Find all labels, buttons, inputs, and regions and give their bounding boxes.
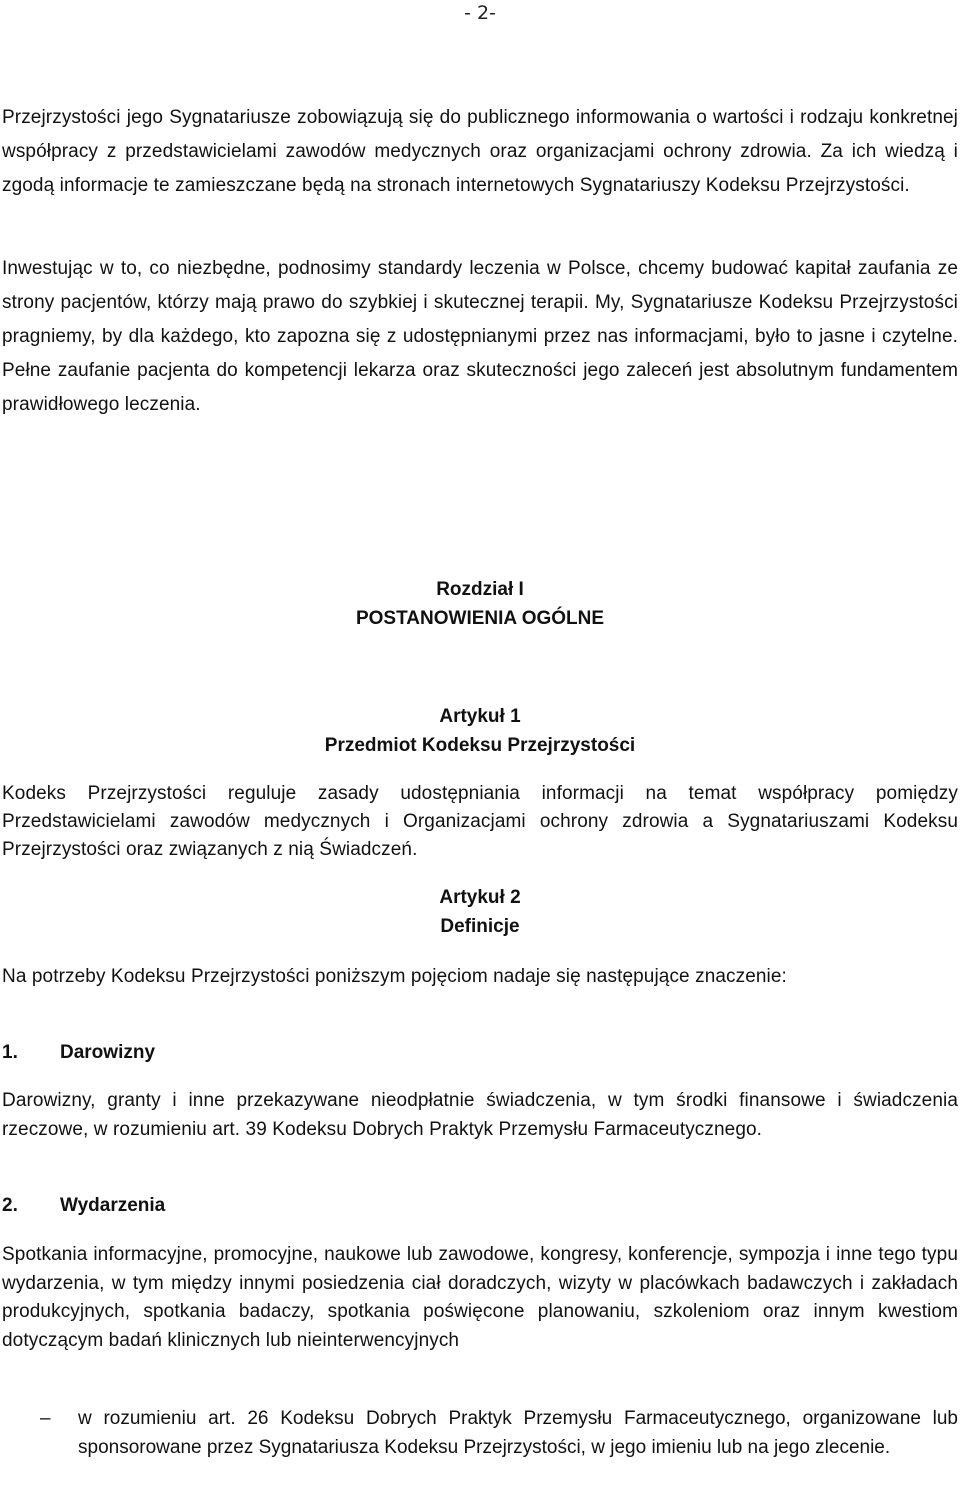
article-2-subtitle: Definicje [440, 916, 520, 937]
article-2-title: Artykuł 2 [439, 887, 521, 908]
article-1-subtitle: Przedmiot Kodeksu Przejrzystości [324, 735, 636, 756]
definition-text: Darowizny, granty i inne przekazywane nieodpłatnie świadczenia, w tym środki finansowe i świadczenia rzeczowe, w rozumieniu art. 39 Kodeksu Dobrych Praktyk Przemysłu Farmaceutycznego. [2, 1090, 958, 1140]
definition-number: 2. [2, 1195, 18, 1216]
definition-item-heading [2, 1191, 165, 1220]
definition-term: Darowizny [60, 1042, 156, 1063]
intro-paragraph-2: Inwestując w to, co niezbędne, podnosimy standardy leczenia w Polsce, chcemy budować kapitał zaufania ze strony pacjentów, którzy mają prawo do szybkiej i skutecznej terapii. My, Sygnatariusze Kodeksu Przejrzystości pragniemy, by dla każdego, kto zapozna się z udostępnianymi przez nas informacjami, było to jasne i czytelne. Pełne zaufanie pacjenta do kompetencji lekarza oraz skuteczności jego zaleceń jest absolutnym fundamentem prawidłowego leczenia. [2, 258, 958, 415]
definition-number: 1. [2, 1042, 18, 1063]
intro-paragraph-1: Przejrzystości jego Sygnatariusze zobowiązują się do publicznego informowania o wartości i rodzaju konkretnej współpracy z przedstawicielami zawodów medycznych oraz organizacjami ochrony zdrowia. Za ich wiedzą i zgodą informacje te zamieszczane będą na stronach internetowych Sygnatariuszy Kodeksu Przejrzystości. [2, 107, 958, 196]
article-2-intro: Na potrzeby Kodeksu Przejrzystości poniższym pojęciom nadaje się następujące znaczenie: [2, 966, 787, 987]
article-1-text: Kodeks Przejrzystości reguluje zasady udostępniania informacji na temat współpracy pomiędzy Przedstawicielami zawodów medycznych i Organizacjami ochrony zdrowia a Sygnatariuszami Kodeksu Przejrzystości oraz związanych z nią Świadczeń. [2, 783, 958, 860]
article-2-heading [0, 883, 960, 941]
dash-bullet-marker: – [40, 1408, 51, 1429]
definition-text: Spotkania informacyjne, promocyjne, naukowe lub zawodowe, kongresy, konferencje, sympozja i inne tego typu wydarzenia, w tym między innymi posiedzenia ciał doradczych, wizyty w placówkach badawczych i zakładach produkcyjnych, spotkania badaczy, spotkania poświęcone planowaniu, szkoleniom oraz innym kwestiom dotyczącym badań klinicznych lub nieinterwencyjnych [2, 1244, 958, 1351]
page-number: - 2- [464, 2, 496, 24]
definition-term: Wydarzenia [60, 1195, 166, 1216]
chapter-title: Rozdział I [436, 579, 524, 600]
article-1-heading [0, 702, 960, 760]
chapter-subtitle: POSTANOWIENIA OGÓLNE [355, 608, 605, 629]
definition-item-heading [2, 1038, 155, 1067]
chapter-heading [0, 575, 960, 633]
definition-bullet [2, 1405, 958, 1462]
article-1-title: Artykuł 1 [439, 706, 521, 727]
definition-bullet-text: w rozumieniu art. 26 Kodeksu Dobrych Praktyk Przemysłu Farmaceutycznego, organizowane lub sponsorowane przez Sygnatariusza Kodeksu Przejrzystości, w jego imieniu lub na jego zlecenie. [78, 1408, 958, 1458]
